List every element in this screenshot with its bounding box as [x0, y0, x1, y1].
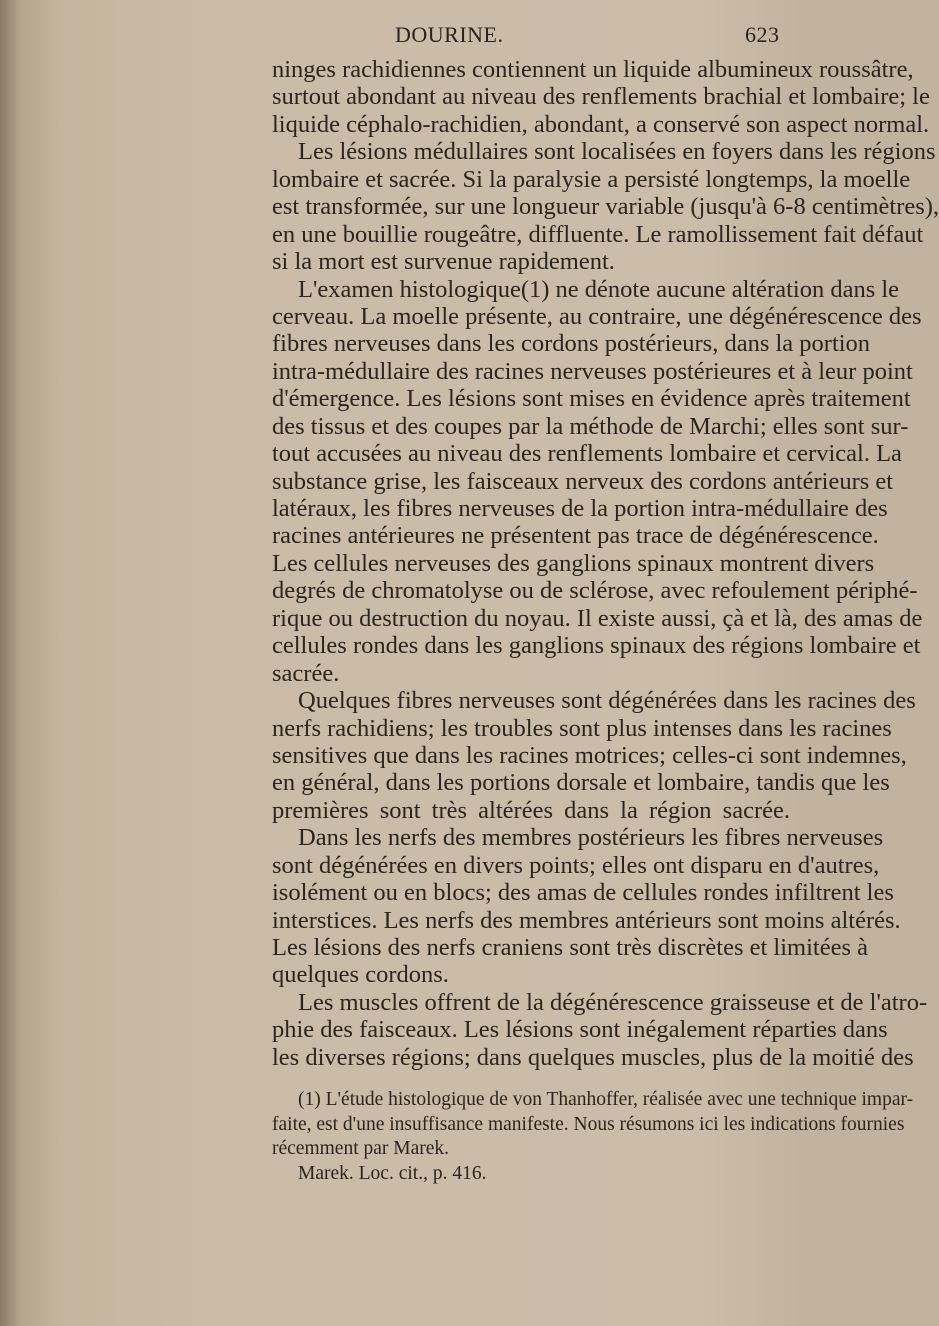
footnote-line: récemment par Marek. [272, 1138, 450, 1160]
text-line: est transformée, sur une longueur variable (jusqu'à 6-8 centimètres), [272, 193, 939, 221]
text-line: sensitives que dans les racines motrices; celles-ci sont indemnes, [272, 741, 907, 769]
text-line: degrés de chromatolyse ou de sclérose, avec refoulement périphé- [272, 577, 918, 605]
text-line: nerfs rachidiens; les troubles sont plus intenses dans les racines [272, 714, 892, 742]
text-line: des tissus et des coupes par la méthode de Marchi; elles sont sur- [272, 412, 909, 440]
footnote-line: faite, est d'une insuffisance manifeste. Nous résumons ici les indications fournies [272, 1113, 905, 1135]
footnote-line: (1) L'étude histologique de von Thanhoffer, réalisée avec une technique impar- [298, 1089, 914, 1110]
footnote-line: Marek. Loc. cit., p. 416. [298, 1163, 487, 1185]
text-line: racines antérieures ne présentent pas trace de dégénérescence. [272, 522, 879, 550]
text-line: en général, dans les portions dorsale et lombaire, tandis que les [272, 769, 890, 797]
text-line: quelques cordons. [272, 961, 449, 989]
text-line: sacrée. [272, 659, 340, 687]
text-line: Dans les nerfs des membres postérieurs les fibres nerveuses [298, 824, 884, 852]
text-line: sont dégénérées en divers points; elles ont disparu en d'autres, [272, 851, 880, 879]
text-line: Quelques fibres nerveuses sont dégénérées dans les racines des [298, 687, 916, 715]
running-header-title: DOURINE. [395, 22, 504, 47]
text-line: Les lésions des nerfs craniens sont très discrètes et limitées à [272, 934, 868, 961]
body-text [272, 56, 939, 1071]
text-line: cerveau. La moelle présente, au contraire, une dégénérescence des [272, 302, 922, 330]
text-line: cellules rondes dans les ganglions spinaux des régions lombaire et [272, 632, 921, 660]
text-line: liquide céphalo-rachidien, abondant, a conservé son aspect normal. [272, 110, 930, 138]
text-line: Les lésions médullaires sont localisées en foyers dans les régions [298, 138, 936, 166]
text-line: ninges rachidiennes contiennent un liquide albumineux roussâtre, [272, 56, 914, 83]
text-line: phie des faisceaux. Les lésions sont inégalement réparties dans [272, 1016, 888, 1044]
text-line: rique ou destruction du noyau. Il existe aussi, çà et là, des amas de [272, 604, 923, 632]
text-line: d'émergence. Les lésions sont mises en évidence après traitement [272, 385, 911, 413]
text-line: interstices. Les nerfs des membres antérieurs sont moins altérés. [272, 906, 901, 934]
text-line: surtout abondant au niveau des renflements brachial et lombaire; le [272, 83, 930, 111]
text-line: en une bouillie rougeâtre, diffluente. Le ramollissement fait défaut [272, 220, 924, 248]
text-line: premières sont très altérées dans la région sacrée. [272, 796, 790, 824]
text-line: L'examen histologique(1) ne dénote aucune altération dans le [298, 275, 900, 303]
text-line: si la mort est survenue rapidement. [272, 248, 615, 276]
text-line: Les muscles offrent de la dégénérescence graisseuse et de l'atro- [298, 988, 928, 1016]
footnotes [272, 1088, 914, 1187]
text-line: latéraux, les fibres nerveuses de la portion intra-médullaire des [272, 495, 888, 522]
text-line: isolément ou en blocs; des amas de cellules rondes infiltrent les [272, 879, 894, 907]
text-line: fibres nerveuses dans les cordons postérieurs, dans la portion [272, 330, 871, 358]
text-line: lombaire et sacrée. Si la paralysie a persisté longtemps, la moelle [272, 165, 911, 193]
text-line: substance grise, les faisceaux nerveux des cordons antérieurs et [272, 467, 894, 495]
text-line: intra-médullaire des racines nerveuses postérieures et à leur point [272, 357, 913, 385]
page-number: 623 [745, 22, 780, 47]
text-line: les diverses régions; dans quelques muscles, plus de la moitié des [272, 1043, 914, 1071]
text-line: tout accusées au niveau des renflements lombaire et cervical. La [272, 440, 902, 468]
text-line: Les cellules nerveuses des ganglions spinaux montrent divers [272, 549, 875, 577]
